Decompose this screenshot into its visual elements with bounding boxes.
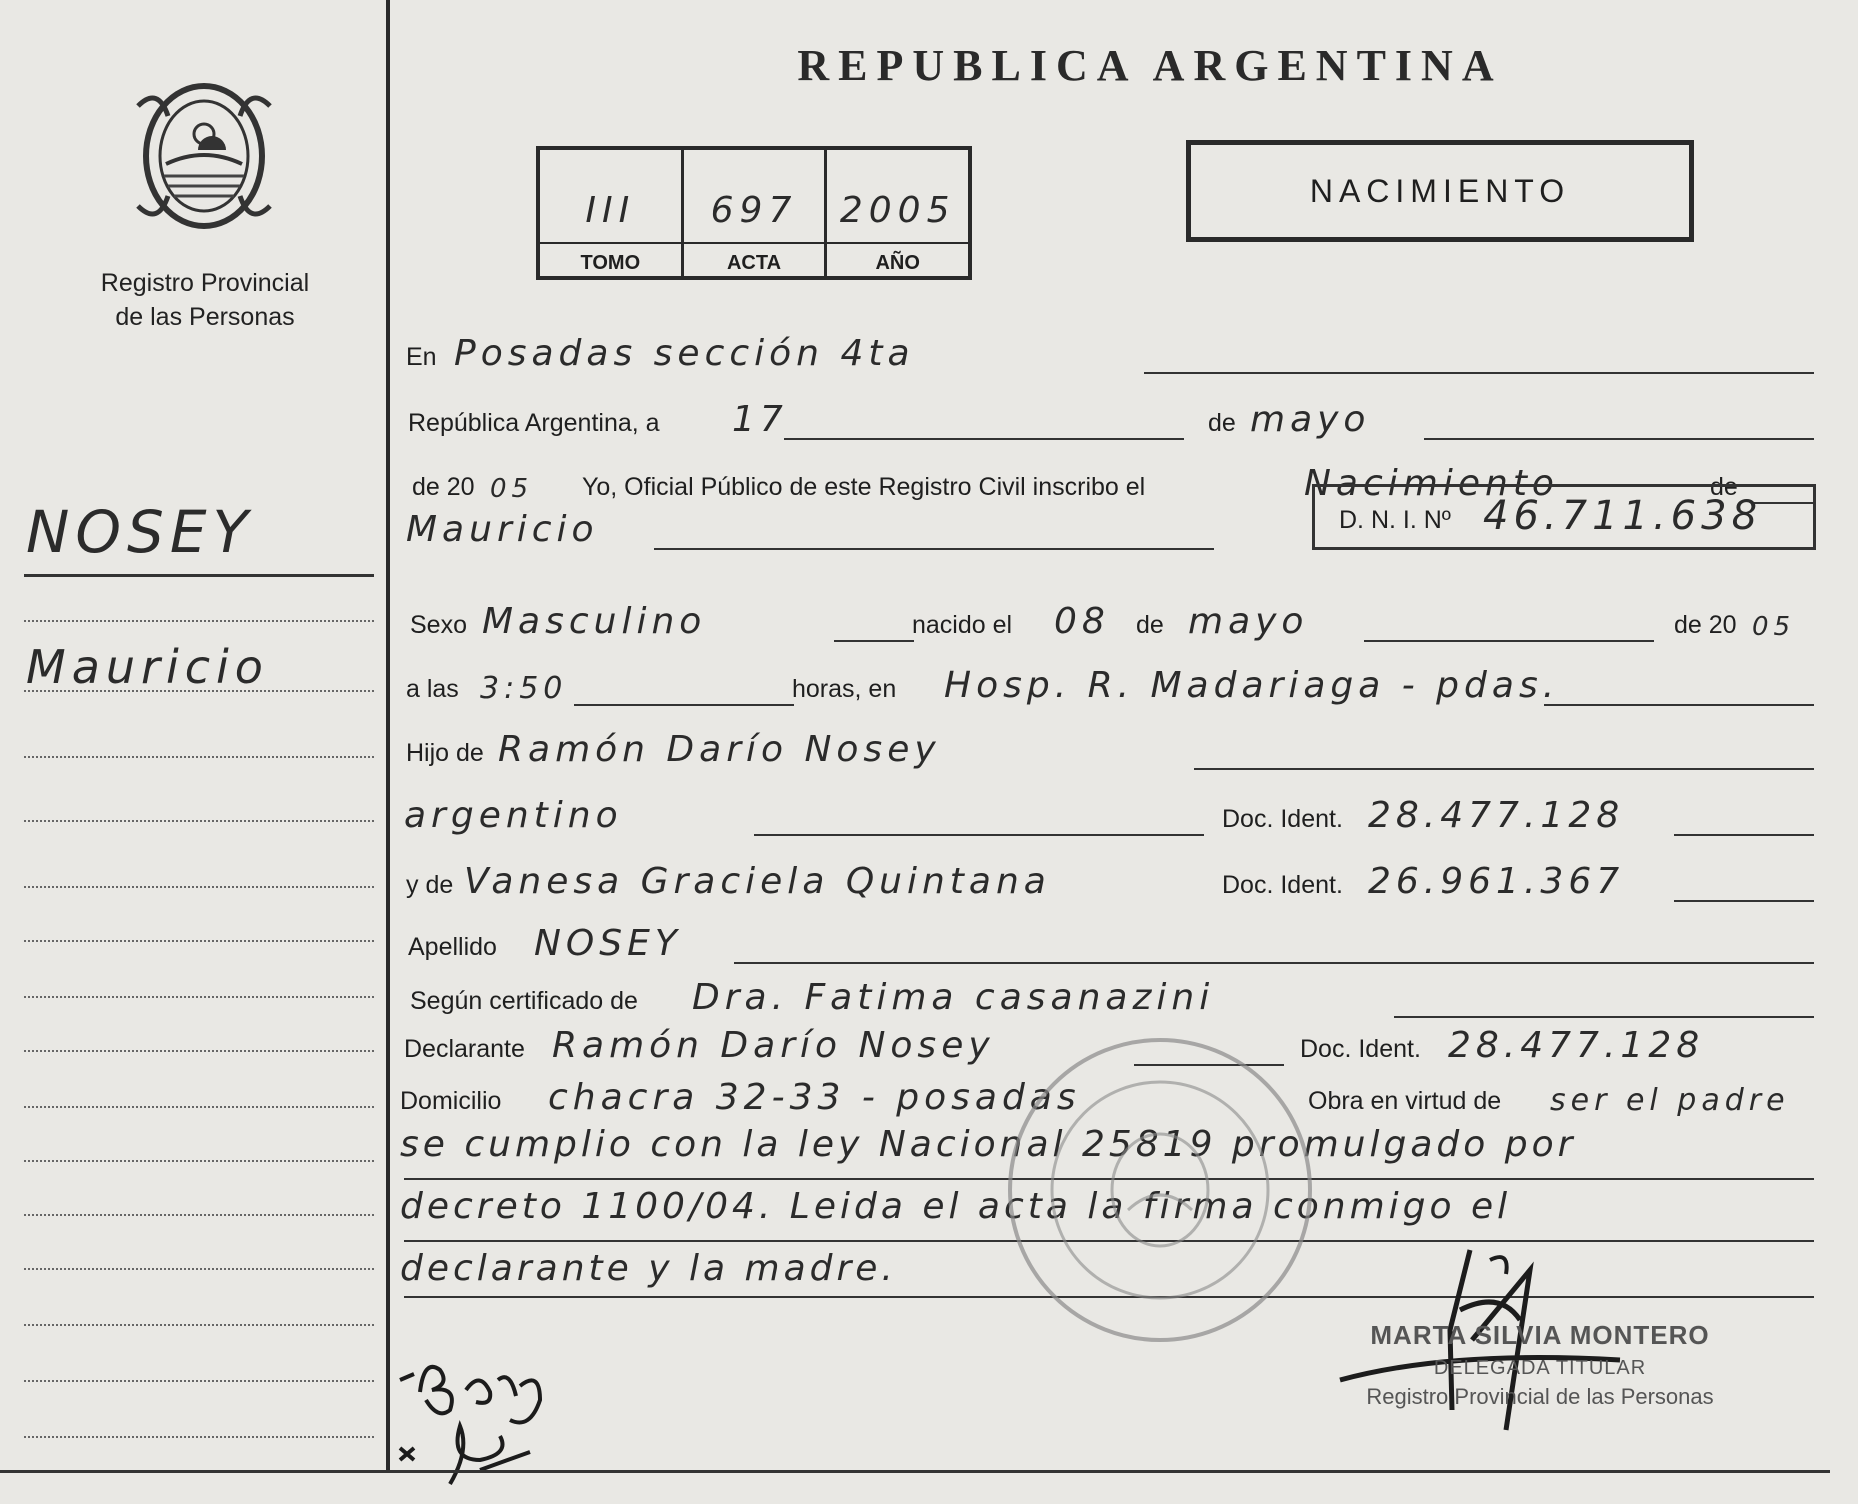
stub-dotted-line: [24, 1160, 374, 1162]
apellido-value: NOSEY: [534, 923, 682, 964]
stub-dotted-line: [24, 1380, 374, 1382]
dni-label: D. N. I. Nº: [1339, 506, 1451, 534]
registry-line-2: de las Personas: [115, 303, 295, 331]
declarante-label: Declarante: [404, 1035, 525, 1063]
observations-line-1: se cumplio con la ley Nacional 25819 promulgado por: [400, 1124, 1577, 1165]
mother-doc: 26.961.367: [1368, 861, 1625, 902]
sexo-value: Masculino: [482, 601, 707, 642]
de3-label: de: [1136, 611, 1164, 639]
stub-dotted-line: [24, 620, 374, 622]
declarante-value: Ramón Darío Nosey: [552, 1025, 995, 1066]
row-mother: [404, 846, 1814, 906]
stub-dotted-line: [24, 1106, 374, 1108]
stub-dotted-line: [24, 1050, 374, 1052]
left-stub: [0, 0, 386, 1504]
yo-text: Yo, Oficial Público de este Registro Civil inscribo el: [582, 473, 1146, 501]
birth-month: mayo: [1188, 601, 1309, 642]
stub-dotted-line: [24, 940, 374, 942]
hijo-label: Hijo de: [406, 739, 484, 767]
country-title: REPUBLICA ARGENTINA: [797, 41, 1503, 90]
domicilio-label: Domicilio: [400, 1087, 502, 1115]
stub-dotted-line: [24, 756, 374, 758]
ano-label: AÑO: [875, 252, 920, 274]
nacido-label: nacido el: [912, 611, 1013, 639]
declarant-signature-icon: [380, 1340, 620, 1490]
observations-line-2: decreto 1100/04. Leida el acta la firma conmigo el: [400, 1186, 1512, 1227]
inscribo-value: Nacimiento: [1304, 463, 1559, 504]
doc-label-2: Doc. Ident.: [1222, 871, 1343, 899]
registry-line-1: Registro Provincial: [100, 269, 310, 297]
stub-dotted-line: [24, 1268, 374, 1270]
month-value: mayo: [1250, 399, 1371, 440]
stub-dotted-line: [24, 996, 374, 998]
acta-label: ACTA: [726, 252, 782, 274]
father-line2: argentino: [404, 795, 623, 836]
year-prefix-2: de 20: [1674, 611, 1737, 639]
stub-given-name: Mauricio: [26, 640, 269, 694]
father-name: Ramón Darío Nosey: [498, 729, 941, 770]
de-label: de: [1208, 409, 1236, 437]
official-name: MARTA SILVIA MONTERO: [1370, 1320, 1710, 1350]
ano-cell: [827, 150, 968, 276]
stub-rule: [24, 574, 374, 577]
en-label: En: [406, 343, 437, 371]
row-father-doc: [404, 780, 1814, 840]
tomo-value: III: [585, 190, 636, 231]
official-role: DELEGADA TITULAR: [1433, 1357, 1647, 1379]
father-doc: 28.477.128: [1368, 795, 1625, 836]
stub-dotted-line: [24, 886, 374, 888]
row-hora: [404, 650, 1814, 710]
row-en: [404, 318, 1814, 378]
row-apellido: [404, 908, 1814, 968]
sexo-label: Sexo: [410, 611, 467, 639]
child-name: Mauricio: [406, 509, 599, 550]
acta-cell: [684, 150, 828, 276]
observations-line-3: declarante y la madre.: [400, 1248, 897, 1289]
republica-label: República Argentina, a: [408, 409, 660, 437]
apellido-label: Apellido: [408, 933, 497, 961]
declarante-doc: 28.477.128: [1448, 1025, 1705, 1066]
birth-day: 08: [1054, 601, 1110, 642]
hour-value: 3:50: [480, 671, 568, 706]
segun-label: Según certificado de: [410, 987, 638, 1015]
doc-label-3: Doc. Ident.: [1300, 1035, 1421, 1063]
en-value: Posadas sección 4ta: [454, 333, 915, 374]
segun-value: Dra. Fatima casanazini: [692, 977, 1215, 1018]
province-seal-icon: [128, 76, 280, 236]
yde-label: y de: [406, 871, 454, 899]
obra-value: ser el padre: [1550, 1083, 1790, 1118]
mother-name: Vanesa Graciela Quintana: [464, 861, 1051, 902]
acta-value: 697: [710, 190, 798, 231]
dni-box: [1312, 484, 1816, 550]
place-value: Hosp. R. Madariaga - pdas.: [944, 665, 1560, 706]
birth-year: 05: [1752, 612, 1796, 642]
registry-stamp-icon: [1000, 1030, 1320, 1350]
year-value: 05: [490, 474, 534, 504]
day-value: 17: [732, 399, 788, 440]
stub-dotted-line: [24, 1436, 374, 1438]
registry-name: [40, 266, 370, 334]
year-prefix: de 20: [412, 473, 475, 501]
stub-dotted-line: [24, 1214, 374, 1216]
stub-dotted-line: [24, 820, 374, 822]
official-org: Registro Provincial de las Personas: [1366, 1384, 1714, 1409]
tomo-cell: [540, 150, 684, 276]
row-sexo: [404, 586, 1814, 646]
de2-label: de: [1710, 473, 1738, 501]
stub-dotted-line: [24, 1324, 374, 1326]
stub-divider: [386, 0, 390, 1472]
page-bottom-rule: [0, 1470, 1830, 1473]
row-date: [404, 384, 1814, 444]
record-type-box: NACIMIENTO: [1186, 140, 1694, 242]
stub-dotted-line: [24, 690, 374, 692]
obra-label: Obra en virtud de: [1308, 1087, 1502, 1115]
row-hijo: [404, 714, 1814, 774]
alas-label: a las: [406, 675, 459, 703]
horas-label: horas, en: [792, 675, 897, 703]
stub-surname: NOSEY: [26, 498, 254, 566]
ano-value: 2005: [839, 190, 956, 231]
doc-label: Doc. Ident.: [1222, 805, 1343, 833]
tomo-label: TOMO: [580, 252, 641, 274]
record-reference-box: [536, 146, 972, 280]
domicilio-value: chacra 32-33 - posadas: [548, 1077, 1081, 1118]
official-block: [1340, 1320, 1740, 1410]
dni-value: 46.711.638: [1483, 493, 1763, 539]
